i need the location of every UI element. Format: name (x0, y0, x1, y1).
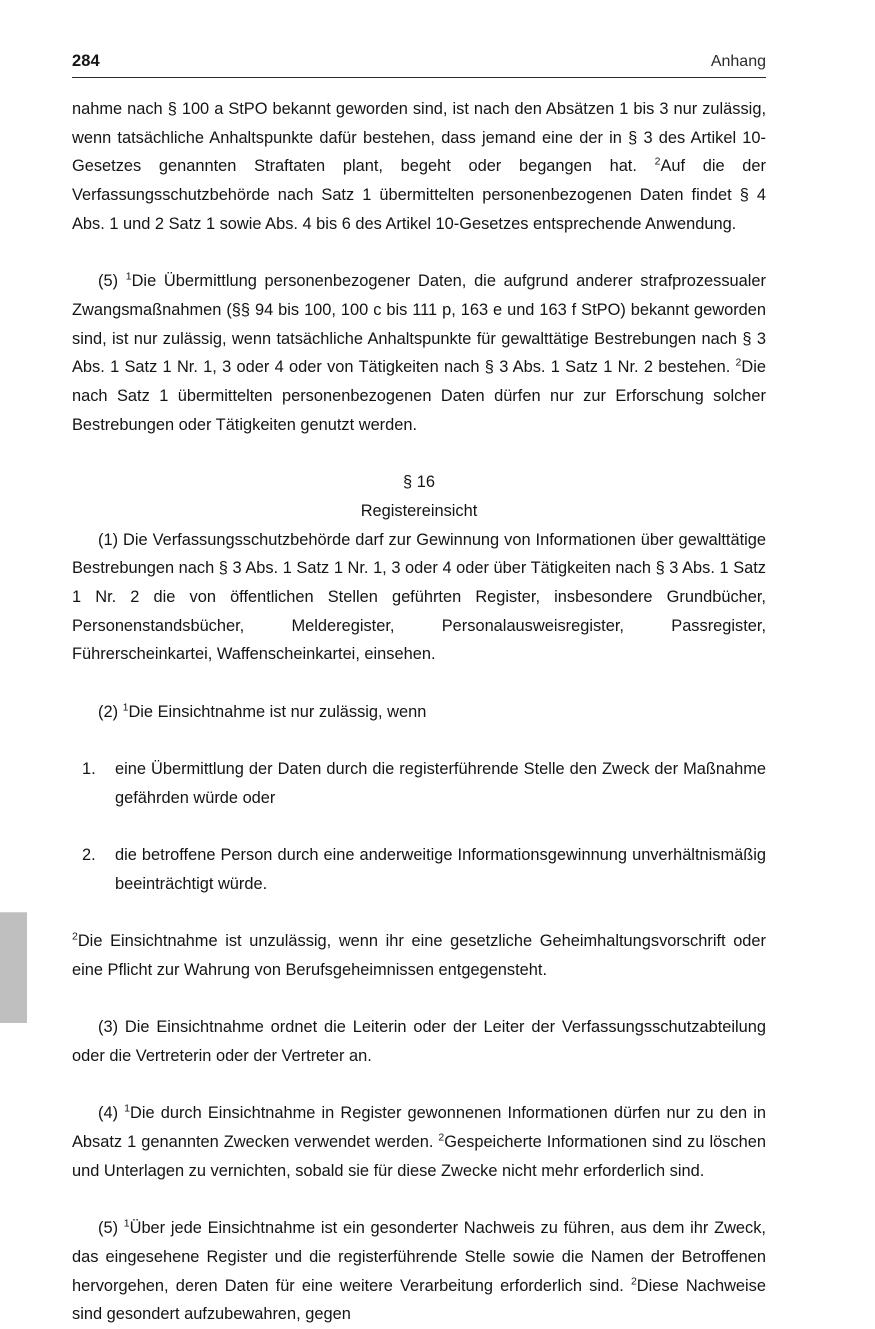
paragraph-gap (72, 985, 766, 1014)
paragraph-gap (72, 899, 766, 928)
paragraph-4-sentence-1: Die durch Einsichtnahme in Register gewonnenen Informationen dürfen nur zu den in Absatz 1 genannten Zwecken verwendet werden. (72, 1104, 766, 1152)
sentence-marker-2: 2 (72, 931, 78, 943)
numbered-list (72, 755, 766, 899)
document-body (72, 78, 766, 1329)
paragraph-gap (72, 1186, 766, 1215)
paragraph-5-prev-sentence-2: Die nach Satz 1 übermittelten personenbezogenen Daten dürfen nur zur Erforschung solcher Bestrebungen oder Tätigkeiten genutzt werden. (72, 358, 766, 434)
paragraph-5-previous-section (72, 267, 766, 439)
sentence-marker-2: 2 (438, 1132, 445, 1144)
sentence-marker-1: 1 (125, 271, 132, 283)
list-item-text: die betroffene Person durch eine anderweitige Informationsgewinnung unverhältnismäßig beeinträchtigt würde. (115, 846, 766, 893)
paragraph-4 (72, 1099, 766, 1185)
sentence-marker-1: 1 (122, 702, 129, 714)
sentence-marker-2: 2 (630, 1276, 637, 1288)
paragraph-5-sentence-2: Diese Nachweise sind gesondert aufzubewahren, gegen (72, 1276, 766, 1324)
paragraph-continued-text-2: Auf die der Verfassungsschutzbehörde nach Satz 1 übermittelten personenbezogenen Daten findet § 4 Abs. 1 und 2 Satz 1 sowie Abs. 4 bis 6 des Artikel 10-Gesetzes entsprechende Anwendung. (72, 157, 766, 233)
paragraph-2-text: Die Einsichtnahme ist nur zulässig, wenn (128, 702, 427, 721)
paragraph-5-sentence-1: Über jede Einsichtnahme ist ein gesonderter Nachweis zu führen, aus dem ihr Zweck, das eingesehene Register und die registerführende Stelle sowie die Namen der Betroffenen hervorgehen, deren Daten für eine weitere Verarbeitung erforderlich sind. (72, 1219, 766, 1295)
list-item (82, 755, 766, 812)
paragraph-number-3: (3) (98, 1018, 125, 1037)
paragraph-number-1: (1) (98, 530, 124, 549)
paragraph-gap (72, 439, 766, 468)
paragraph-continued (72, 95, 766, 239)
paragraph-gap (72, 1071, 766, 1100)
footnote-marker-2: 2 (654, 156, 661, 168)
paragraph-gap (72, 669, 766, 698)
paragraph-number-5: (5) (98, 1219, 124, 1238)
paragraph-number-5-prev: (5) (98, 272, 126, 291)
paragraph-2-sentence-2 (72, 927, 766, 984)
page-number: 284 (72, 52, 100, 70)
sentence-marker-2: 2 (735, 357, 742, 369)
paragraph-5-prev-sentence-1: Die Übermittlung personenbezogener Daten, die aufgrund anderer strafprozessualer Zwangsmaßnahmen (§§ 94 bis 100, 100 c bis 111 p, 163 e und 163 f StPO) bekannt geworden sind, ist nur zulässig, wenn tatsächliche Anhaltspunkte für gewalttätige Bestrebungen nach § 3 Abs. 1 Satz 1 Nr. 1, 3 oder 4 oder von Tätigkeiten nach § 3 Abs. 1 Satz 1 Nr. 2 bestehen. (72, 272, 766, 377)
list-item (82, 841, 766, 898)
paragraph-3-text: Die Einsichtnahme ordnet die Leiterin oder der Leiter der Verfassungsschutzabteilung oder die Vertreterin oder der Vertreter an. (72, 1018, 767, 1066)
list-item-marker: 2. (82, 846, 96, 865)
section-name: Anhang (710, 53, 766, 70)
sentence-marker-1: 1 (123, 1218, 130, 1230)
section-number-heading: § 16 (403, 473, 435, 492)
page-edge-tab-marker (0, 912, 27, 1023)
list-item-text: eine Übermittlung der Daten durch die registerführende Stelle den Zweck der Maßnahme gefährden würde oder (115, 760, 766, 807)
paragraph-2 (72, 698, 766, 727)
paragraph-1 (72, 526, 766, 670)
paragraph-3 (72, 1013, 766, 1070)
section-title-heading: Registereinsicht (360, 501, 478, 520)
list-item-marker: 1. (82, 760, 96, 779)
paragraph-gap (72, 239, 766, 268)
paragraph-continued-text-1: nahme nach § 100 a StPO bekannt geworden sind, ist nach den Absätzen 1 bis 3 nur zulässig, wenn tatsächliche Anhaltspunkte dafür bestehen, dass jemand eine der in § 3 des Artikel 10-Gesetzes genannten Straftaten plant, begeht oder begangen hat. (72, 100, 766, 176)
paragraph-4-sentence-2: Gespeicherte Informationen sind zu löschen und Unterlagen zu vernichten, sobald sie für diese Zwecke nicht mehr erforderlich sind. (72, 1133, 766, 1180)
paragraph-5 (72, 1214, 766, 1329)
paragraph-gap (72, 726, 766, 755)
page-content (72, 0, 766, 1329)
paragraph-1-text: Die Verfassungsschutzbehörde darf zur Gewinnung von Informationen über gewalttätige Bestrebungen nach § 3 Abs. 1 Satz 1 Nr. 1, 3 oder 4 oder über Tätigkeiten nach § 3 Abs. 1 Satz 1 Nr. 2 die von öffentlichen Stellen geführten Register, insbesondere Grundbücher, Personenstandsbücher, Melderegister, Personalausweisregister, Passregister, Führerscheinkartei, Waffenscheinkartei, einsehen. (72, 530, 766, 664)
paragraph-2-sentence-2-text: Die Einsichtnahme ist unzulässig, wenn ihr eine gesetzliche Geheimhaltungsvorschrift oder eine Pflicht zur Wahrung von Berufsgeheimnissen entgegensteht. (72, 932, 766, 979)
paragraph-number-2: (2) (98, 702, 123, 721)
sentence-marker-1: 1 (124, 1104, 131, 1116)
paragraph-number-4: (4) (98, 1104, 125, 1123)
running-head (72, 0, 766, 78)
